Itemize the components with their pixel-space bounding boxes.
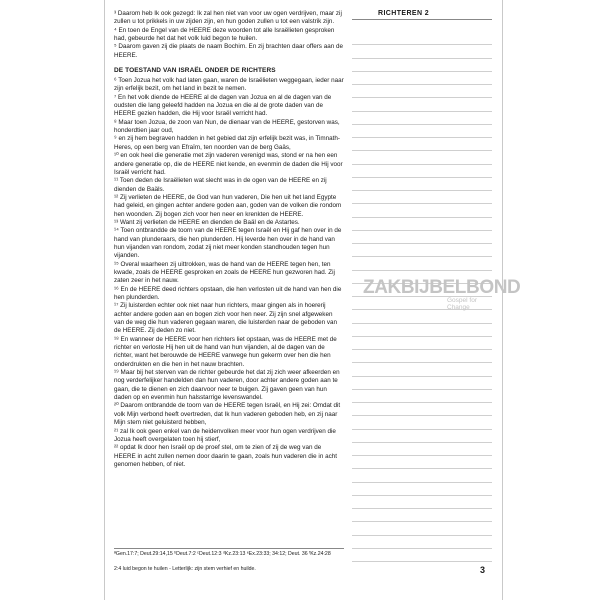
notes-line bbox=[352, 178, 492, 191]
notes-line bbox=[352, 443, 492, 456]
verse: ¹³ Want zij verlieten de HEERE en dienden de Baäl en de Astartes. bbox=[114, 218, 300, 226]
notes-line bbox=[352, 469, 492, 482]
verse: ¹⁰ en ook heel die generatie met zijn vaderen verenigd was, stond er na hen een andere generatie op, die de HEERE niet kende, en evenmin de daden die Hij voor Israël verricht had. bbox=[114, 152, 343, 176]
notes-line bbox=[352, 377, 492, 390]
notes-line bbox=[352, 403, 492, 416]
notes-line bbox=[352, 98, 492, 111]
verse: ¹¹ Toen deden de Israëlieten wat slecht was in de ogen van de HEERE en zij dienden de Baäls. bbox=[114, 177, 327, 193]
notes-line bbox=[352, 430, 492, 443]
notes-line bbox=[352, 231, 492, 244]
notes-line bbox=[352, 310, 492, 323]
notes-line bbox=[352, 337, 492, 350]
notes-line bbox=[352, 125, 492, 138]
notes-line bbox=[352, 549, 492, 562]
verse: ¹⁵ Overal waarheen zij uittrokken, was de hand van de HEERE tegen hen, ten kwade, zoals de HEERE gesproken en zoals de HEERE hun gezworen had. Zij zaten zeer in het nauw. bbox=[114, 260, 335, 285]
notes-line bbox=[352, 151, 492, 164]
verse: ¹² Zij verlieten de HEERE, de God van hun vaderen, Die hen uit het land Egypte had geleid, en gingen achter andere goden aan, goden van de volken die rondom hen woonden. Zij bogen zich voor hen neer en krenkten de HEERE. bbox=[114, 193, 342, 218]
notes-line bbox=[352, 350, 492, 363]
footnote-rule bbox=[114, 548, 344, 549]
watermark-logo-text: ZAKBIJBELBOND bbox=[363, 277, 521, 298]
header-rule bbox=[352, 19, 492, 20]
notes-line bbox=[352, 204, 492, 217]
section-heading: DE TOESTAND VAN ISRAËL ONDER DE RICHTERS bbox=[114, 67, 276, 75]
notes-line bbox=[352, 138, 492, 151]
notes-line bbox=[352, 45, 492, 58]
notes-line bbox=[352, 416, 492, 429]
verse: ²¹ zal Ik ook geen enkel van de heidenvolken meer voor hun ogen verdrijven die Jozua heeft overgelaten toen hij stierf, bbox=[114, 427, 336, 443]
verse: ¹⁷ Zij luisterden echter ook niet naar hun richters, maar gingen als in hoererij achter andere goden aan en bogen zich voor hen neer. Zij zijn snel afgeweken van de weg die hun vaderen gegaan waren, die luisterden naar de geboden van de HEERE. Zij deden zo niet. bbox=[114, 302, 338, 335]
verse: ⁶ Toen Jozua het volk had laten gaan, waren de Israëlieten weggegaan, ieder naar zijn erfelijk bezit, om het land in bezit te nemen. bbox=[114, 77, 344, 93]
verse: ²⁰ Daarom ontbrandde de toorn van de HEERE tegen Israël, en Hij zei: Omdat dit volk Mijn verbond heeft overtreden, dat Ik hun vaderen geboden heb, en zij naar Mijn stem niet geluisterd hebben, bbox=[114, 402, 341, 427]
verse: ⁴ En toen de Engel van de HEERE deze woorden tot alle Israëlieten gesproken had, gebeurde het dat het volk luid begon te huilen. bbox=[114, 26, 335, 43]
verses-intro bbox=[114, 10, 344, 60]
book-chapter-header: RICHTEREN 2 bbox=[378, 10, 430, 17]
notes-line bbox=[352, 496, 492, 509]
footnote-references: ªGen.17:7; Deut.29:14,15 ᵇDeut.7:2 ᶜDeut.12:3 ᵈKz.23:13 ᵉEx.23:33; 34:12; Deut. 36 ᶠKz.24:28 bbox=[114, 551, 331, 557]
watermark-tagline: Gospel for Change bbox=[447, 297, 477, 311]
notes-line bbox=[352, 72, 492, 85]
notes-line bbox=[352, 390, 492, 403]
verse: ¹⁴ Toen ontbrandde de toorn van de HEERE tegen Israël en Hij gaf hen over in de hand van plunderaars, die hen plunderden. Hij leverde hen over in de hand van hun vijanden van rondom, zodat zij niet meer konden standhouden tegen hun vijanden. bbox=[114, 227, 342, 260]
notes-line bbox=[352, 456, 492, 469]
notes-line bbox=[352, 509, 492, 522]
verse: ⁹ en zij hem begraven hadden in het gebied dat zijn erfelijk bezit was, in Timnath-Heres, op een berg van Efraïm, ten noorden van de berg Gaäs, bbox=[114, 135, 341, 151]
verse: ¹⁹ Maar bij het sterven van de richter gebeurde het dat zij zich weer afkeerden en nog verderfelijker handelden dan hun vaderen, door achter andere goden aan te gaan, die te dienen en zich daarvoor neer te buigen. Zij gaven geen van hun daden op en evenmin hun halsstarrige levenswandel. bbox=[114, 369, 340, 402]
notes-line bbox=[352, 522, 492, 535]
verse: ⁵ Daarom gaven zij die plaats de naam Bochim. En zij brachten daar offers aan de HEERE. bbox=[114, 43, 343, 59]
verses-main bbox=[114, 77, 344, 469]
notes-line bbox=[352, 165, 492, 178]
notes-line bbox=[352, 324, 492, 337]
notes-line bbox=[352, 244, 492, 257]
notes-line bbox=[352, 32, 492, 45]
notes-line bbox=[352, 191, 492, 204]
notes-line bbox=[352, 112, 492, 125]
notes-line bbox=[352, 85, 492, 98]
watermark-logo bbox=[363, 277, 521, 311]
notes-line bbox=[352, 218, 492, 231]
notes-line bbox=[352, 536, 492, 549]
verse: ²² opdat Ik door hen Israël op de proef stel, om te zien of zij de weg van de HEERE in acht zullen nemen door daarin te gaan, zoals hun vaderen die in acht genomen hebben, of niet. bbox=[114, 444, 337, 468]
verse: ⁸ Maar toen Jozua, de zoon van Nun, de dienaar van de HEERE, gestorven was, honderdtien jaar oud, bbox=[114, 118, 340, 135]
footnote-note: 2:4 luid begon te huilen - Letterlijk: zijn stem verhief en huilde. bbox=[114, 566, 256, 572]
verse: ¹⁶ En de HEERE deed richters opstaan, die hen verlosten uit de hand van hen die hen plunderden. bbox=[114, 285, 342, 301]
scripture-text bbox=[114, 10, 344, 469]
verse: ¹⁸ En wanneer de HEERE voor hen richters liet opstaan, was de HEERE met de richter en verloste Hij hen uit de hand van hun vijanden, al de dagen van de richter, want het berouwde de HEERE vanwege hun gekerm over hen die hen onderdrukten en die hen in het nauw brachten. bbox=[114, 335, 337, 368]
notes-line bbox=[352, 483, 492, 496]
page-number: 3 bbox=[480, 565, 486, 575]
verse: ⁷ En het volk diende de HEERE al de dagen van Jozua en al de dagen van de oudsten die lang geleefd hadden na Jozua en die al de grote daden van de HEERE gezien hadden, die Hij voor Israël verricht had. bbox=[114, 93, 332, 118]
notes-line bbox=[352, 363, 492, 376]
notes-line bbox=[352, 59, 492, 72]
verse: ³ Daarom heb Ik ook gezegd: Ik zal hen niet van voor uw ogen verdrijven, maar zij zullen u tot prikkels in uw zijden zijn, en hun goden zullen u tot een valstrik zijn. bbox=[114, 10, 342, 26]
notes-line bbox=[352, 257, 492, 270]
